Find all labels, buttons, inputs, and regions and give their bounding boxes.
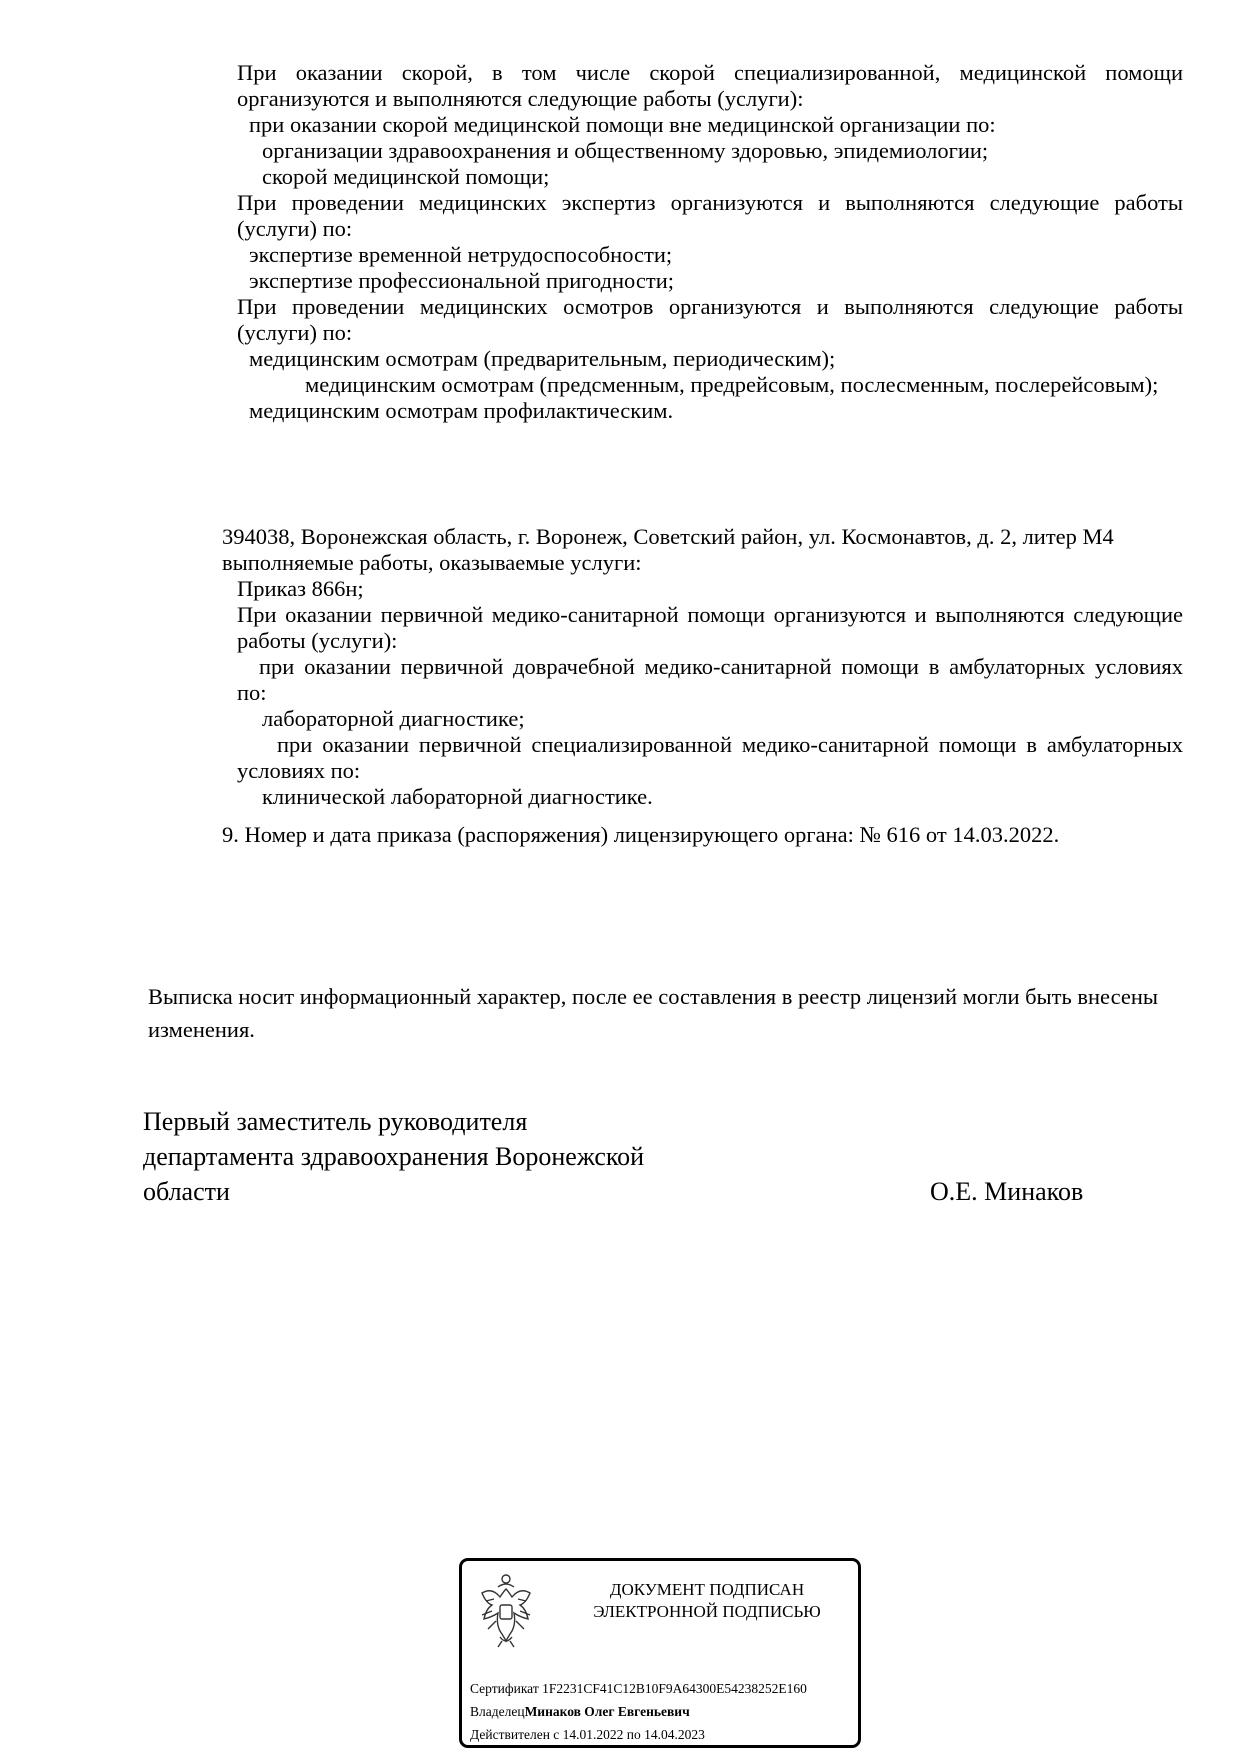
paragraph: при оказании первичной доврачебной медико-санитарной помощи в амбулаторных условиях по:: [237, 654, 1183, 705]
paragraph: При оказании скорой, в том числе скорой специализированной, медицинской помощи организуются и выполняются следующие работы (услуги):: [237, 60, 1183, 111]
paragraph: экспертизе временной нетрудоспособности;: [249, 242, 673, 267]
owner-line: [470, 1704, 690, 1720]
paragraph: клинической лабораторной диагностике.: [262, 784, 653, 809]
stamp-heading-line: ЭЛЕКТРОННОЙ ПОДПИСЬЮ: [593, 1602, 821, 1621]
owner-label: Владелец: [470, 1704, 525, 1719]
paragraph: экспертизе профессиональной пригодности;: [249, 268, 674, 293]
informational-note: Выписка носит информационный характер, после ее составления в реестр лицензий могли быть внесены изменения.: [148, 984, 1159, 1042]
order-line: 9. Номер и дата приказа (распоряжения) лицензирующего органа: № 616 от 14.03.2022.: [222, 822, 1060, 847]
certificate-line: [470, 1681, 807, 1697]
paragraph: При проведении медицинских экспертиз организуются и выполняются следующие работы (услуги) по:: [237, 190, 1183, 241]
signatory-name: О.Е. Минаков: [930, 1177, 1084, 1206]
owner-value: Минаков Олег Евгеньевич: [524, 1704, 690, 1719]
paragraph: скорой медицинской помощи;: [262, 164, 550, 189]
electronic-signature-stamp: [459, 1558, 861, 1748]
address-section: [222, 524, 1183, 848]
emergency-care-section: [237, 60, 1183, 424]
paragraph: медицинским осмотрам (предварительным, периодическим);: [249, 346, 836, 371]
stamp-heading-line: ДОКУМЕНТ ПОДПИСАН: [609, 1580, 805, 1599]
signatory-position-line: департамента здравоохранения Воронежской: [143, 1142, 645, 1171]
signatory-block: [143, 1104, 1123, 1209]
certificate-label: Сертификат: [470, 1681, 539, 1696]
paragraph: медицинским осмотрам (предсменным, предрейсовым, послесменным, послерейсовым);: [305, 372, 1159, 397]
validity-line: Действителен с 14.01.2022 по 14.04.2023: [470, 1727, 705, 1742]
signatory-position-line: области: [143, 1177, 230, 1206]
paragraph: При оказании первичной медико-санитарной помощи организуются и выполняются следующие работы (услуги):: [237, 602, 1183, 653]
paragraph: Приказ 866н;: [237, 576, 364, 601]
certificate-value: 1F2231CF41C12B10F9A64300E54238252E160: [542, 1681, 807, 1696]
paragraph: лабораторной диагностике;: [262, 706, 525, 731]
works-label: выполняемые работы, оказываемые услуги:: [222, 550, 642, 575]
signatory-position-line: Первый заместитель руководителя: [143, 1107, 528, 1136]
paragraph: при оказании скорой медицинской помощи вне медицинской организации по:: [249, 112, 996, 137]
paragraph: организации здравоохранения и общественному здоровью, эпидемиологии;: [262, 138, 989, 163]
paragraph: при оказании первичной специализированной медико-санитарной помощи в амбулаторных условиях по:: [237, 732, 1183, 783]
address-line: 394038, Воронежская область, г. Воронеж, Советский район, ул. Космонавтов, д. 2, литер М4: [222, 524, 1114, 549]
paragraph: медицинским осмотрам профилактическим.: [249, 398, 674, 423]
stamp-heading: [562, 1579, 852, 1623]
paragraph: При проведении медицинских осмотров организуются и выполняются следующие работы (услуги) по:: [237, 294, 1183, 345]
double-headed-eagle-emblem-icon: [474, 1571, 538, 1651]
